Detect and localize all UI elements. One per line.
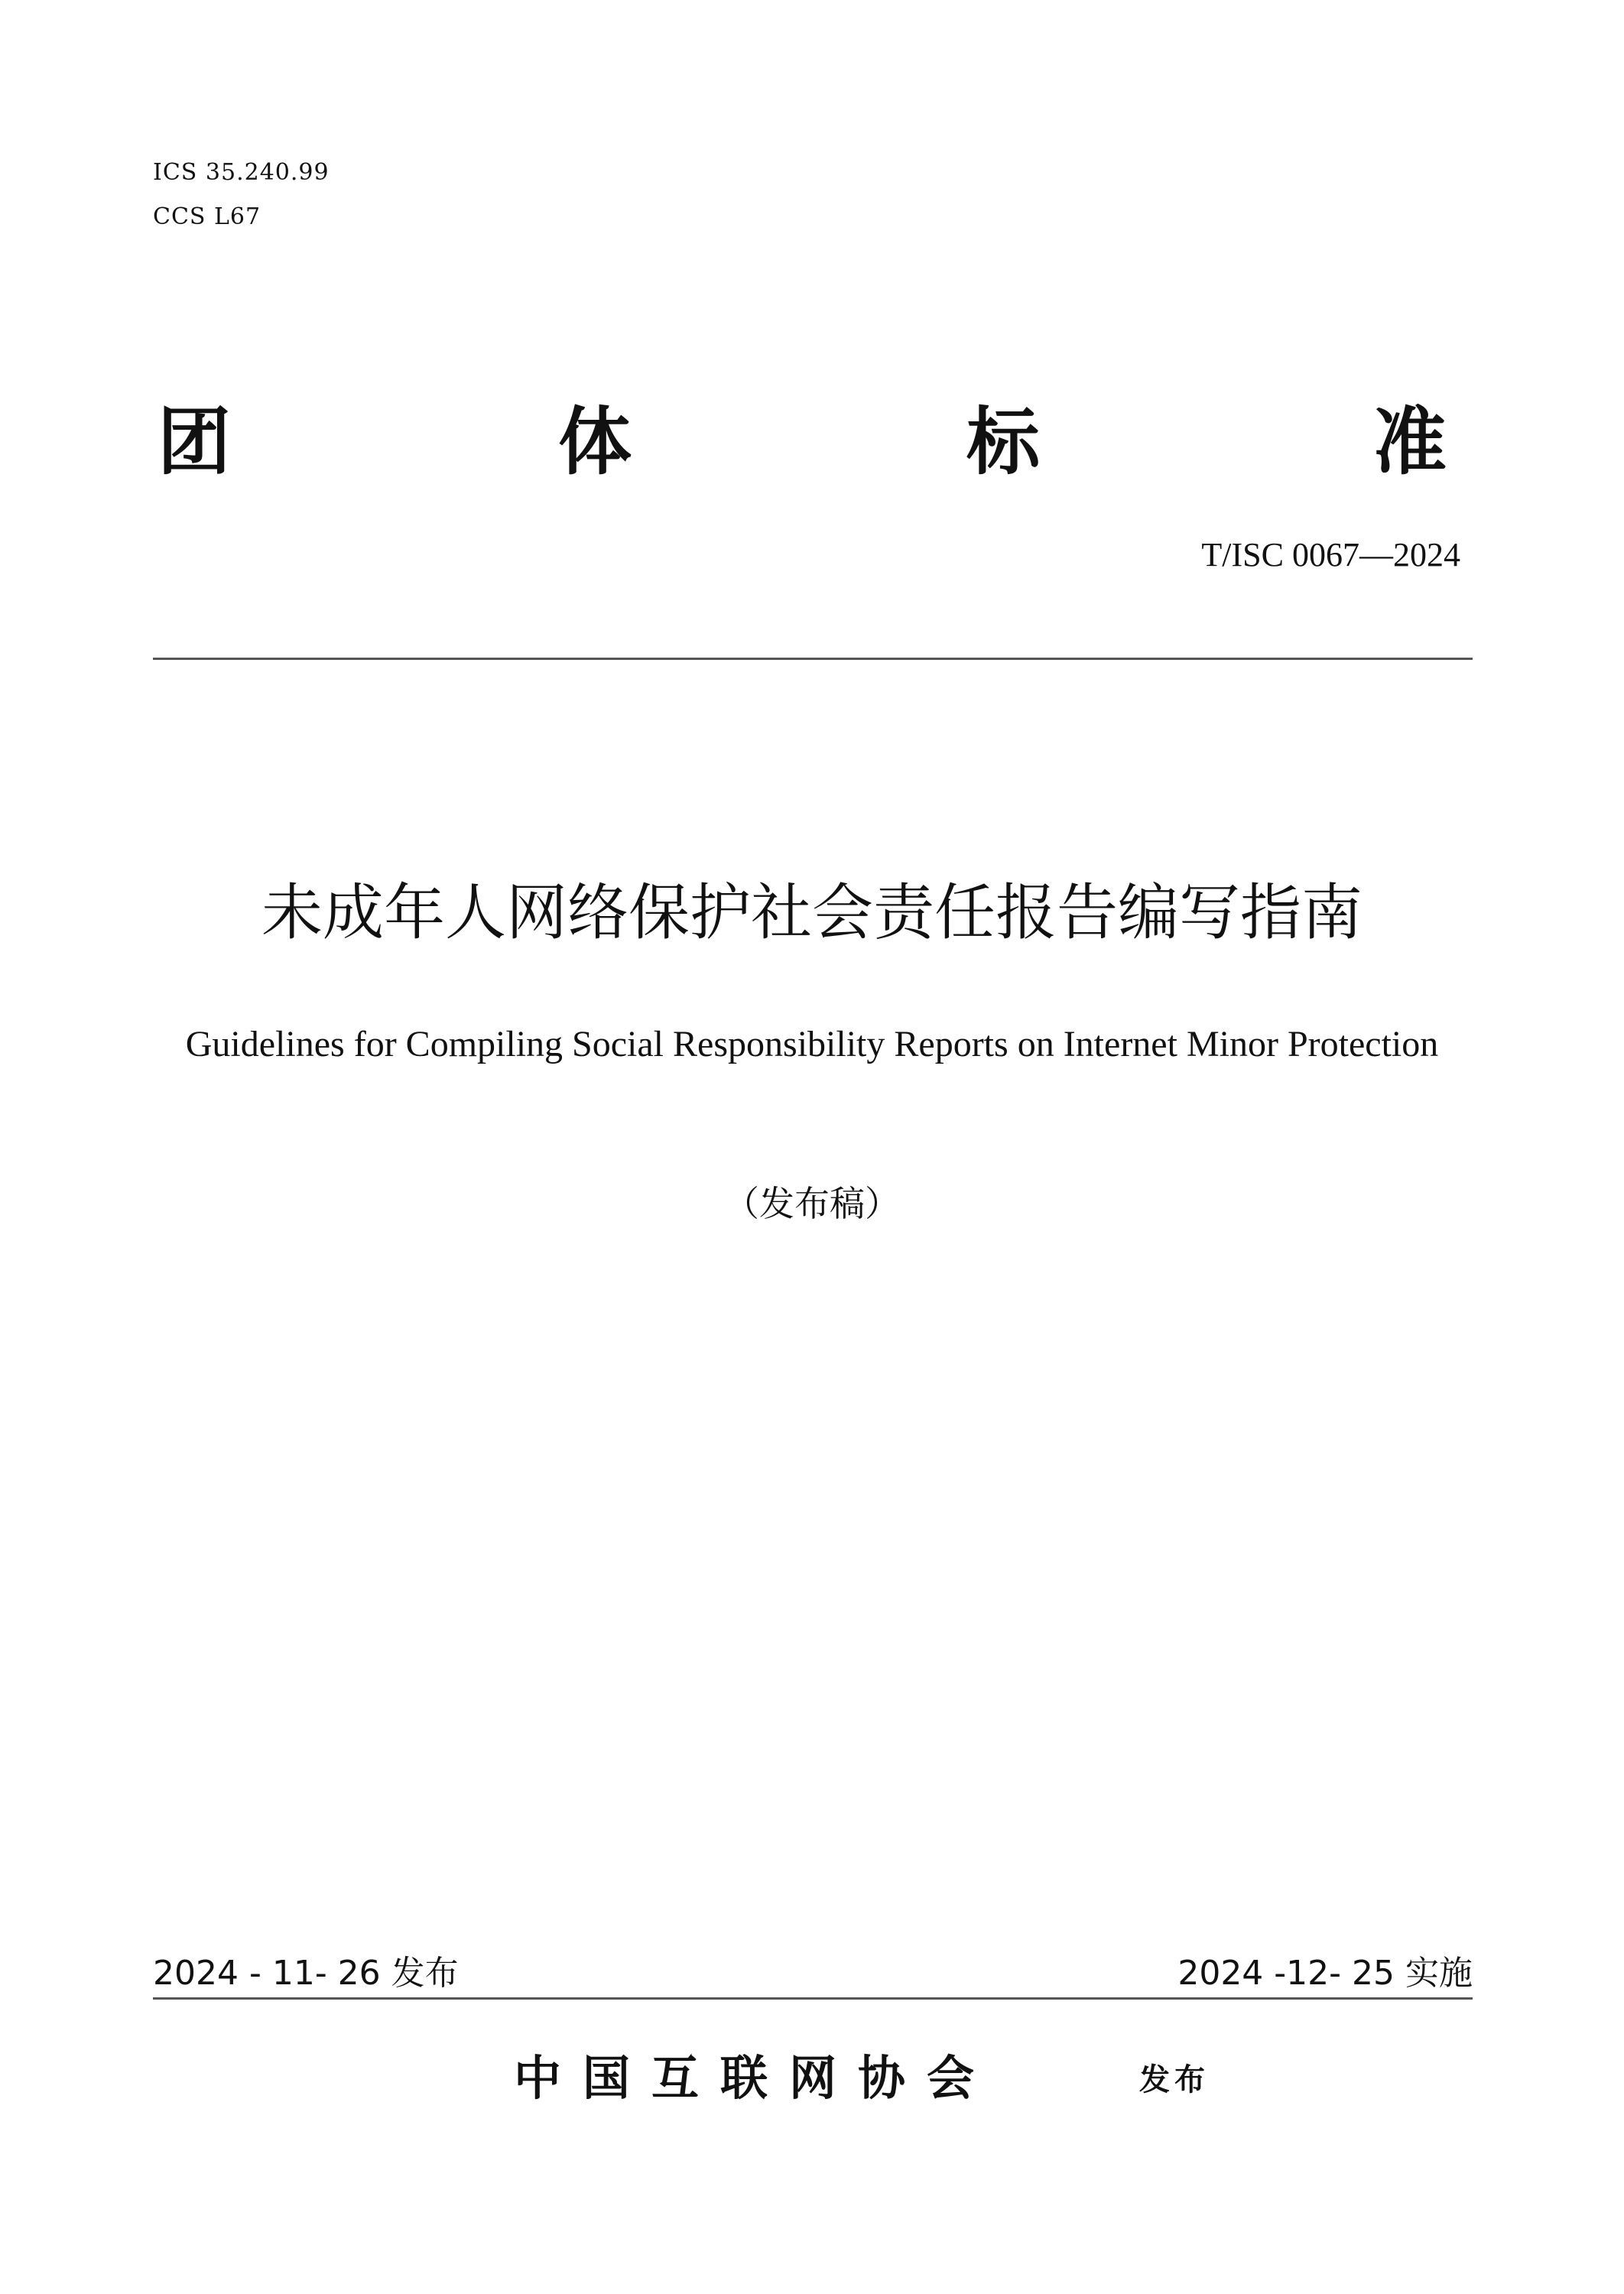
bottom-divider xyxy=(153,1997,1473,2000)
title-chinese: 未成年人网络保护社会责任报告编写指南 xyxy=(261,877,1363,948)
ics-code: ICS 35.240.99 xyxy=(153,159,330,186)
publisher-name: 中国互联网协会 xyxy=(514,2050,996,2106)
standard-number: T/ISC 0067—2024 xyxy=(1201,536,1460,574)
draft-stage-label: （发布稿） xyxy=(724,1183,900,1224)
standard-type-char: 标 xyxy=(966,399,1040,485)
ccs-code: CCS L67 xyxy=(153,203,261,230)
standard-type-char: 体 xyxy=(558,399,632,485)
effective-date: 2024 -12- 25 实施 xyxy=(1177,1954,1473,1993)
title-english: Guidelines for Compiling Social Responsibility Reports on Internet Minor Protection xyxy=(185,1024,1439,1064)
publisher-suffix: 发布 xyxy=(1139,2062,1210,2097)
standard-type-char: 团 xyxy=(158,399,231,485)
standard-type-char: 准 xyxy=(1373,399,1447,485)
top-divider xyxy=(153,658,1473,660)
publish-date: 2024 - 11- 26 发布 xyxy=(153,1954,459,1993)
